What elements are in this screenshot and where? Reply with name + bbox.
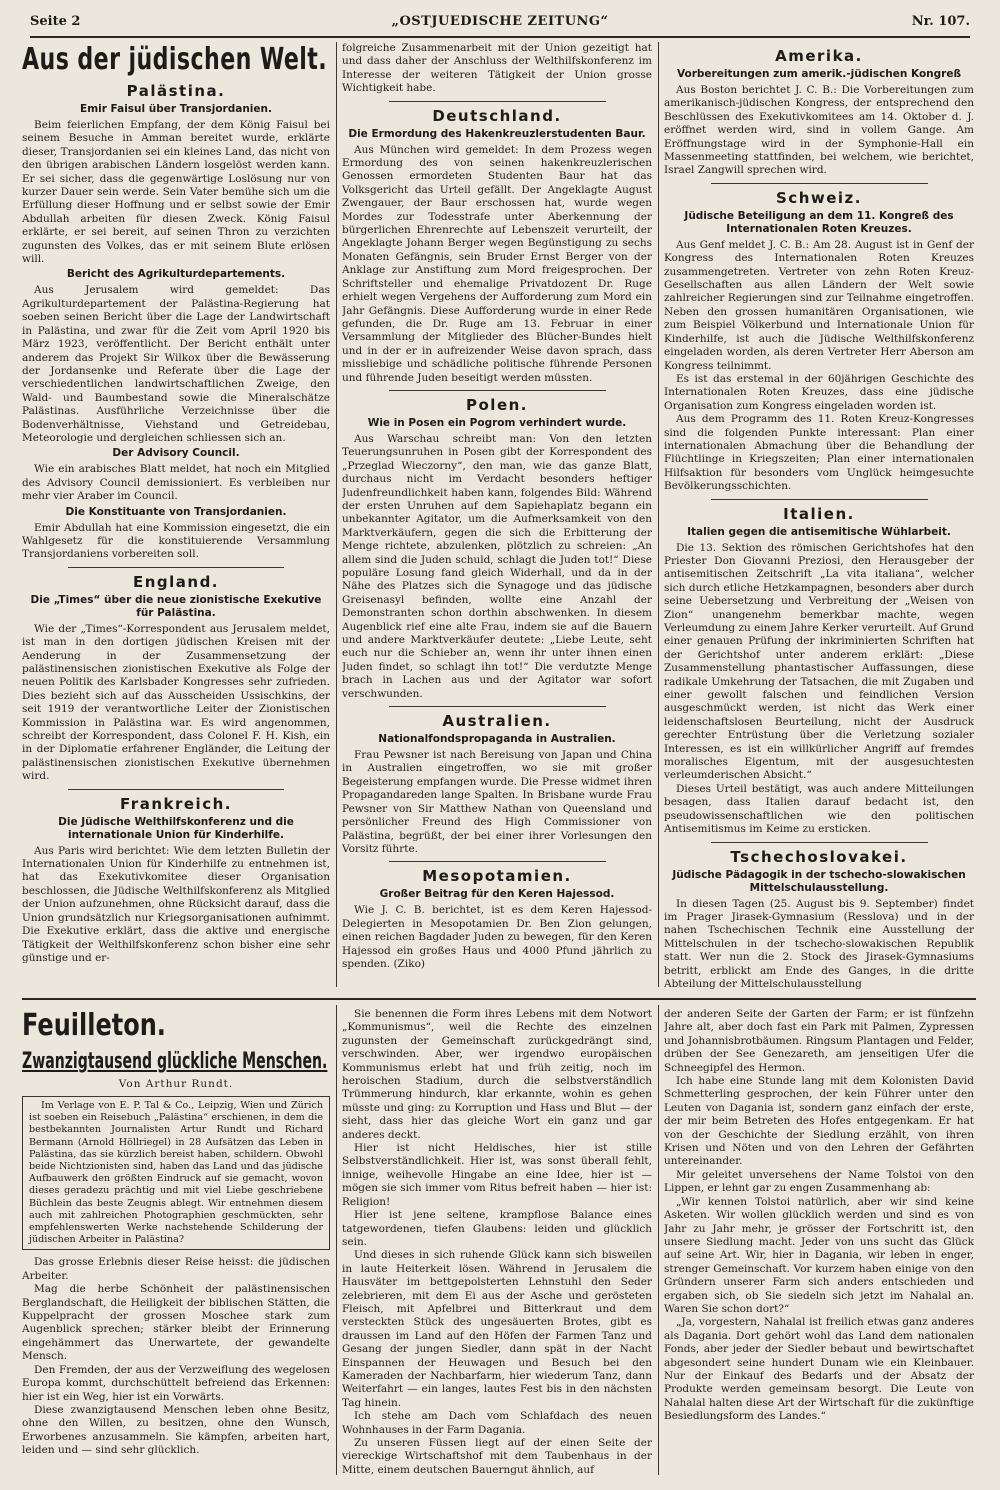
column-rule xyxy=(336,42,337,987)
article-konstituante: Emir Abdullah hat eine Kommission eingesetzt, die ein Wahlgesetz für die konstituierende Versammlung Transjordaniens vorbereiten soll. xyxy=(22,521,330,561)
feuilleton-author: Von Arthur Rundt. xyxy=(118,1078,234,1090)
column-1 xyxy=(22,42,330,992)
feuilleton-c3p1: der anderen Seite der Garten der Farm; er ist fünfzehn Jahre alt, aber doch fast ein Park mit Palmen, Zypressen und Johannisbrotbäumen. Ringsum Plantagen und Felder, drüben der See Genezareth, am jenseitigen Ufer die Schneegipfel des Hermon. xyxy=(664,1008,974,1074)
feuilleton-c3p3: Mir geleitet unversehens der Name Tolstoi von den Lippen, er lehnt gar zu engen Zusammenhang ab: xyxy=(664,1168,974,1195)
feuilleton-c2p6: Zu unseren Füssen liegt auf der einen Seite der viereckige Wirtschaftshof mit dem Taubenhaus in der Mitte, einem deutschen Bauerngut ähnlich, auf xyxy=(342,1437,652,1476)
headline-faisul: Emir Faisul über Transjordanien. xyxy=(80,103,272,115)
feuilleton-p2: Mag die herbe Schönheit der palästinensischen Berglandschaft, die Heiligkeit der biblischen Stätten, die Kuppelpracht der grossen Moschee stark zum Augenblick sprechen; stärker bleibt der Erinnerung eingehämmert das Unerwartete, der gewandelte Mensch. xyxy=(22,1283,330,1363)
headline-welthilfskonferenz: Die Jüdische Welthilfskonferenz und die internationale Union für Kinderhilfe. xyxy=(58,815,294,841)
page-header xyxy=(30,14,970,38)
article-rotes-kreuz-3: Aus dem Programm des 11. Roten Kreuz-Kongresses sind die folgenden Punkte interessant: Plan einer internationalen Abmachung über die Behandlung der Flüchtlinge in Kriegszeiten; Plan einer internationalen Hilfsaktion für besonders vom Unglück heimgesuchte Bevölkerungsschichten. xyxy=(664,413,974,493)
headline-paedagogik: Jüdische Pädagogik in der tschecho-slowakischen Mittelschulausstellung. xyxy=(672,868,966,894)
issue-number: Nr. 107. xyxy=(911,14,970,29)
section-palaestina: Palästina. xyxy=(126,82,226,100)
feuilleton-p4: Diese zwanzigtausend Menschen leben ohne Besitz, ohne den Willen, zu besitzen, ohne den Wunsch, Erworbenes anzusammeln. Sie kämpfen, arbeiten hart, leiden und — sind sehr glücklich. xyxy=(22,1403,330,1457)
feuilleton-column-2 xyxy=(342,1008,652,1478)
article-continued: folgreiche Zusammenarbeit mit der Union gezeitigt hat und dass daher der Anschluss der Welthilfskonferenz im Interesse der weiteren Tätigkeit der Union grosse Wichtigkeit habe. xyxy=(342,42,652,95)
section-amerika: Amerika. xyxy=(775,47,863,65)
column-rule xyxy=(336,1005,337,1475)
article-faisul: Beim feierlichen Empfang, der dem König Faisul bei seinem Besuche in Amman bereitet wurde, erklärte dieser, Transjordanien sei ein kleines Land, das nicht von den übrigen arabischen Ländern losgelöst werden kann. Er sei sicher, dass die gegenwärtige Loslösung nur von kurzer Dauer sein werde. Sein Vater bemühe sich um die Erfüllung dieser Hoffnung und er selbst sowie der Emir Abdullah arbeiten für diesen Zweck. König Faisul erklärte, er sei bereit, auf seinen Thron zu verzichten zugunsten des Volkes, das er mit seinem Blute erlösen will. xyxy=(22,119,330,266)
feuilleton-c2p1: Sie benennen die Form ihres Lebens mit dem Notwort „Kommunismus“, weil die Rechte des einzelnen zugunsten der Gemeinschaft zurückgedrängt sind, verschwinden. Aber, wer irgendwo europäischen Kommunismus erlebt hat und früh zeitig, noch im heroischen Stadium, durch die selbstverständlich Trümmerung hindurch, klar erkannte, wohin es gehen müsste und ging: zu Korruption und Hass und Blut — der sieht, dass hier das gleiche Wort ein ganz und gar anderes deckt. xyxy=(342,1008,652,1141)
headline-posen: Wie in Posen ein Pogrom verhindert wurde. xyxy=(367,416,627,429)
article-kongress: Aus Boston berichtet J. C. B.: Die Vorbereitungen zum amerikanisch-jüdischen Kongress, der entsprechend den Beschlüssen des Exekutivkomitees am 14. Oktober d. J. eröffnet werden wird, sind in vollem Gange. Am Eröffnungstage wird in der Symphonie-Hall ein Massenmeeting stattfinden, bei welchem, wie berichtet, Israel Zangwill sprechen wird. xyxy=(664,84,974,177)
feuilleton-c3p5: „Ja, vorgestern, Nahalal ist freilich etwas ganz anderes als Dagania. Dort gehört wohl das Land dem nationalen Fonds, aber jeder der Siedler bebaut und bewirtschaftet abgesondert seine hundert Dunam wie ein Kleinbauer. Nur der Einkauf des Bedarfs und der Absatz der Produkte werden gemeinsam besorgt. Die Leute von Nahalal halten diese Art der Wirtschaft für die zukünftige Besiedlungsform des Landes.“ xyxy=(664,1316,974,1423)
column-3 xyxy=(664,42,974,992)
headline-keren-hajessod: Großer Beitrag für den Keren Hajessod. xyxy=(379,888,615,901)
article-wuehlarbeit: Die 13. Sektion des römischen Gerichtshofes hat den Priester Don Giovanni Preziosi, den Herausgeber der antisemitischen Zeitschrift „La vita italiana“, welcher sich durch etliche Hetzkampagnen, besonders aber durch seine Uebersetzung und Verbreitung der „Weisen von Zion“ unangenehm bemerkbar machte, wegen Verleumdung zu einem Jahre Kerker verurteilt. Auf Grund einer genauen Prüfung der inkriminierten Schriften hat der Gerichtshof unter anderem erklärt: „Diese Zusammenstellung phantastischer Auffassungen, diese radikale Umkehrung der Tatsachen, die mit Zugaben und einer gewollt falschen und feindlichen Version ausgeschmückt werden, ist nicht das Werk einer leidenschaftslosen Beurteilung, nicht der Ausdruck gerechter Entrüstung über die Verletzung sozialer Interessen, es ist ein willkürlicher Angriff auf fremdes moralisches Eigentum, mit der ausgesuchtesten verleumderischen Absicht.“ xyxy=(664,541,974,782)
column-rule xyxy=(658,42,659,987)
headline-nationalfonds: Nationalfondspropaganda in Australien. xyxy=(378,733,616,746)
divider xyxy=(711,183,928,184)
article-paedagogik: In diesen Tagen (25. August bis 9. September) findet im Prager Jirasek-Gymnasium (Resslova) und in der nahen Tschechischen Technik eine Ausstellung der Mittelschulen in der tschecho-slowakischen Republik statt. Wer nun die 2. Stock des Jirasek-Gymnasiums betritt, erblickt am Ende des Ganges, in die dritte Abteilung der Mittelschulausstellung xyxy=(664,897,974,990)
main-title: Aus der jüdischen Welt. xyxy=(22,42,328,77)
divider xyxy=(389,706,606,707)
divider xyxy=(711,499,928,500)
feuilleton-c3p4: „Wir kennen Tolstoi natürlich, aber wir sind keine Asketen. Wir wollen glücklich werden und sind es von Jahr zu Jahr mehr, je grösser der Fortschritt ist, den unsere Siedlung macht. Jeder von uns sucht das Glück auf seine Art. Wir, hier in Dagania, wir leben in enger, strenger Gemeinschaft. Vor kurzem haben einige von den Gründern unserer Farm sich anders entschieden und ergaben sich, ob Sie siedeln sich jetzt im Nahalal an. Waren Sie schon dort?“ xyxy=(664,1195,974,1315)
section-england: England. xyxy=(132,572,220,591)
article-baur: Aus München wird gemeldet: In dem Prozess wegen Ermordung des von seinen hakenkreuzlerischen Genossen ermordeten Studenten Baur hat das Volksgericht das Urteil gefällt. Der Angeklagte August Zwengauer, der Baur erschossen hat, wurde wegen Mordes zur Todesstrafe unter Aberkennung der bürgerlichen Ehrenrechte auf Lebenszeit verurteilt, der Angeklagte Johann Berger wegen Begünstigung zu sechs Monaten Gefängnis, sein Bruder Ernst Berger von der Anklage zur Anstiftung zum Mord freigesprochen. Der Schriftsteller und ehemalige Privatdozent Dr. Ruge erhielt wegen Vergehens der Aufforderung zum Mord ein Jahr Gefängnis. Diese Aufforderung wurde in einer Rede gefunden, die Dr. Ruge am 13. Februar in einer Versammlung der Mitglieder des Blücher-Bundes hielt und in der er in aufreizender Weise davon sprach, dass missliebige und schädliche politische führende Personen und führende Juden beseitigt werden müssten. xyxy=(342,143,652,384)
feuilleton-label: Feuilleton. xyxy=(22,1008,166,1043)
section-tschechoslovakei: Tschechoslovakei. xyxy=(730,847,908,866)
section-deutschland: Deutschland. xyxy=(432,106,562,125)
divider xyxy=(389,390,606,391)
headline-times: Die „Times“ über die neue zionistische Exekutive für Palästina. xyxy=(30,593,322,619)
column-2 xyxy=(342,42,652,992)
feuilleton-column-3 xyxy=(664,1008,974,1478)
headline-agrikultur: Bericht des Agrikulturdepartements. xyxy=(66,268,286,281)
article-rotes-kreuz-2: Es ist das erstemal in der 60jährigen Geschichte des Internationalen Roten Kreuzes, dass eine jüdische Organisation zum Kongress eingeladen worden ist. xyxy=(664,372,974,412)
article-agrikultur: Aus Jerusalem wird gemeldet: Das Agrikulturdepartement der Palästina-Regierung hat soeben seinen Bericht über die Lage der Landwirtschaft in Palästina, und zwar für die Zeit vom April 1920 bis März 1923, veröffentlicht. Der Bericht enthält unter anderem das Projekt Sir Wilkox über die Bewässerung der Jordansenke und Referate über die Lage der verschiedentlichen landwirtschaftlichen Zweige, den Wald- und Baumbestand sowie die Mineralschätze Palästinas. Ausführliche Verzeichnisse über die Bodenverhältnisse, Viehstand und Getreidebau, Meteorologie und dergleichen schliessen sich an. xyxy=(22,284,330,444)
article-keren-hajessod: Wie J. C. B. berichtet, ist es dem Keren Hajessod-Delegierten in Mesopotamien Dr. Ben Zion gelungen, einen reichen Bagdader Juden zu bewegen, für den Keren Hajessod ein großes Haus und 4000 Pfund jährlich zu spenden. (Ziko) xyxy=(342,904,652,970)
headline-rotes-kreuz: Jüdische Beteiligung an dem 11. Kongreß des Internationalen Roten Kreuzes. xyxy=(684,209,954,235)
article-posen: Aus Warschau schreibt man: Von den letzten Teuerungsunruhen in Posen gibt der Korrespondent des „Przeglad Wieczorny“, den man, wie das ganze Blatt, durchaus nicht im Verdacht besonders heftiger Judenfreundlichkeit haben kann, folgendes Bild: Während der ersten Unruhen auf dem Sapiehaplatz begann ein unbekannter Agitator, um die Aufmerksamkeit von den Marktverkäufern, gegen die sich die Erbitterung der Menge richtete, abzulenken, plötzlich zu schreien: „An allem sind die Juden schuld, schlagt die Juden tot!“ Diese populäre Losung fand gleich Widerhall, und da in der Nähe des Platzes sich die Synagoge und das jüdische Greisenasyl befinden, wollte eine Anzahl der Demonstranten schon dorthin abschwenken. In diesem Augenblick rief eine alte Frau, indem sie auf die Bauern und andere Marktverkäufer deutete: „Liebe Leute, seht euch nur die Schieber an, wenn ihr unter ihnen einen Juden findet, so schlagt ihn tot!“ Die verdutzte Menge brach in Lachen aus und der Agitator war sofort verschwunden. xyxy=(342,432,652,700)
divider xyxy=(389,101,606,102)
feuilleton-c2p5: Ich stehe am Dach vom Schlafdach des neuen Wohnhauses in der Farm Dagania. xyxy=(342,1410,652,1436)
divider xyxy=(711,842,928,843)
feuilleton-divider xyxy=(22,998,976,1000)
article-nationalfonds: Frau Pewsner ist nach Bereisung von Japan und China in Australien eingetroffen, wo sie mit großer Begeisterung empfangen wurde. Die Presse widmet ihren Propagandareden lange Spalten. In Brisbane wurde Frau Pewsner von Sir Matthew Nathan von Queensland und persönlicher Freund des High Commissioner von Palästina, begrüßt, der bei einer ihrer Vorlesungen den Vorsitz führte. xyxy=(342,749,652,855)
feuilleton-title: Zwanzigtausend glückliche Menschen. xyxy=(22,1049,328,1074)
section-australien: Australien. xyxy=(442,712,552,731)
feuilleton-c2p2: Hier ist nicht Heldisches, hier ist stille Selbstverständlichkeit. Hier ist, was sonst überall fehlt, innige, weihevolle Hingabe an eine Idee, hier ist — mögen sie sich immer vom Ritus befreit haben — hier ist: Religion! xyxy=(342,1142,652,1208)
headline-advisory: Der Advisory Council. xyxy=(112,447,240,460)
article-wuehlarbeit-2: Dieses Urteil bestätigt, was auch andere Mitteilungen besagen, dass Italien darauf bedacht ist, den pseudowissenschaftlichen wie den politischen Antisemitismus im Keime zu ersticken. xyxy=(664,782,974,836)
newspaper-name: „OSTJUEDISCHE ZEITUNG“ xyxy=(391,14,609,29)
article-welthilfskonferenz: Aus Paris wird berichtet: Wie dem letzten Bulletin der Internationalen Union für Kinderhilfe zu entnehmen ist, hat das Exekutivkomitee dieser Organisation beschlossen, die Jüdische Welthilfskonferenz als Mitglied der Union aufzunehmen, ohne Rücksicht darauf, dass die Union grundsätzlich nur Kriegsorganisationen aufnimmt. Die Exekutive erklärt, dass die aktive und energische Tätigkeit der Welthilfskonferenz schon bisher eine sehr günstige und er- xyxy=(22,844,330,964)
feuilleton-c2p4: Und dieses in sich ruhende Glück kann sich bisweilen in laute Heiterkeit lösen. Während in Jerusalem die Hausväter im bettgepolsterten Lehnstuhl den Seder zelebrieren, mit dem Ei aus der Asche und gerösteten Fleisch, mit Apfelbrei und Bitterkraut und dem versteckten Stück des ungesäuerten Brotes, gibt es draussen im Land auf den Höfen der Farmen Tanz und Gesang der jungen Siedler, dann spät in der Nacht Einspannen der Heuwagen und Besuch bei den Kameraden der Nachbarfarm, hier wiederum Tanz, dann Weiterfahrt — ein langes, lautes Fest bis in den nächsten Tag hinein. xyxy=(342,1249,652,1409)
article-rotes-kreuz: Aus Genf meldet J. C. B.: Am 28. August ist in Genf der Kongress des Internationalen Roten Kreuzes zusammengetreten. Vertreter von zehn Roten Kreuz-Gesellschaften aus allen Ländern der Welt sowie zahlreicher Regierungen sind zur Teilnahme eingetroffen. Neben den grossen humanitären Organisationen, wie zum Beispiel Völkerbund und Internationale Union für Kinderhilfe, ist auch die Jüdische Welthilfskonferenz eingeladen worden, als deren Vertreter Herr Aberson am Kongress teilnimmt. xyxy=(664,238,974,372)
column-rule xyxy=(658,1005,659,1475)
headline-wuehlarbeit: Italien gegen die antisemitische Wühlarbeit. xyxy=(687,525,951,538)
divider xyxy=(68,567,284,568)
section-mesopotamien: Mesopotamien. xyxy=(422,867,572,886)
headline-kongress: Vorbereitungen zum amerik.-jüdischen Kongreß xyxy=(676,68,962,80)
page-number: Seite 2 xyxy=(30,14,81,29)
divider xyxy=(389,861,606,862)
headline-konstituante: Die Konstituante von Transjordanien. xyxy=(65,505,287,518)
feuilleton-intro-box xyxy=(22,1096,330,1250)
feuilleton-p1: Das grosse Erlebnis dieser Reise heisst: die jüdischen Arbeiter. xyxy=(22,1256,330,1282)
section-schweiz: Schweiz. xyxy=(776,188,862,207)
feuilleton-c2p3: Hier ist jene seltene, krampflose Balance eines tatgewordenen, tiefen Glaubens: leiden und glücklich sein. xyxy=(342,1209,652,1248)
feuilleton-column-1 xyxy=(22,1008,330,1478)
section-italien: Italien. xyxy=(783,504,855,523)
feuilleton-c3p2: Ich habe eine Stunde lang mit dem Kolonisten David Schmetterling gesprochen, der kein Führer unter den Leuten von Dagania ist, sondern ganz einfach der erste, der mir beim Betreten des Hofes entgegenkam. Er hat von der Geschichte der Siedlung erzählt, von ihren Krisen und Nöten und von den Lehren der Gefährten untereinander. xyxy=(664,1075,974,1168)
section-frankreich: Frankreich. xyxy=(120,794,232,813)
headline-baur: Die Ermordung des Hakenkreuzlerstudenten Baur. xyxy=(348,127,646,140)
section-polen: Polen. xyxy=(466,395,528,414)
article-times: Wie der „Times“-Korrespondent aus Jerusalem meldet, ist man in den dortigen jüdischen Kreisen mit der Aenderung in der Zusammensetzung der palästinensischen zionistischen Exekutive als Folge der neuen Politik des Karlsbader Kongresses sehr zufrieden. Dies bezieht sich auf das Ausscheiden Ussischkins, der seit 1919 der verantwortliche Leiter der Zionistischen Kommission in Palästina war. Es wird angenommen, schreibt der Korrespondent, dass Colonel F. H. Kish, ein in der Diplomatie erfahrener Engländer, die Leitung der palästinensischen zionistischen Exekutive übernehmen wird. xyxy=(22,622,330,783)
divider xyxy=(68,789,284,790)
feuilleton-p3: Den Fremden, der aus der Verzweiflung des wegelosen Europa kommt, durchschüttelt befreiend das Erkennen: hier ist ein Weg, hier ist ein Vorwärts. xyxy=(22,1363,330,1403)
article-advisory: Wie ein arabisches Blatt meldet, hat noch ein Mitglied des Advisory Council demissioniert. Es verbleiben nur mehr vier Araber im Council. xyxy=(22,463,330,503)
feuilleton-intro: Im Verlage von E. P. Tal & Co., Leipzig, Wien und Zürich ist soeben ein Reisebuch „Palästina“ erschienen, in dem die bestbekannten Journalisten Artur Rundt und Richard Bermann (Arnold Höllriegel) in 28 Aufsätzen das Leben in Palästina, das sie kürzlich bereist haben, schildern. Obwohl beide Nichtzionisten sind, haben das Land und das jüdische Aufbauwerk den größten Eindruck auf sie gemacht, wovon dieses geradezu prächtig und mit viel Liebe geschriebene Büchlein das beste Zeugnis ablegt. Wir entnehmen diesem auch mit zahlreichen Photographien geschmückten, sehr empfehlenswerten Werke nachstehende Schilderung der jüdischen Arbeiter in Palästina? xyxy=(29,1100,323,1246)
